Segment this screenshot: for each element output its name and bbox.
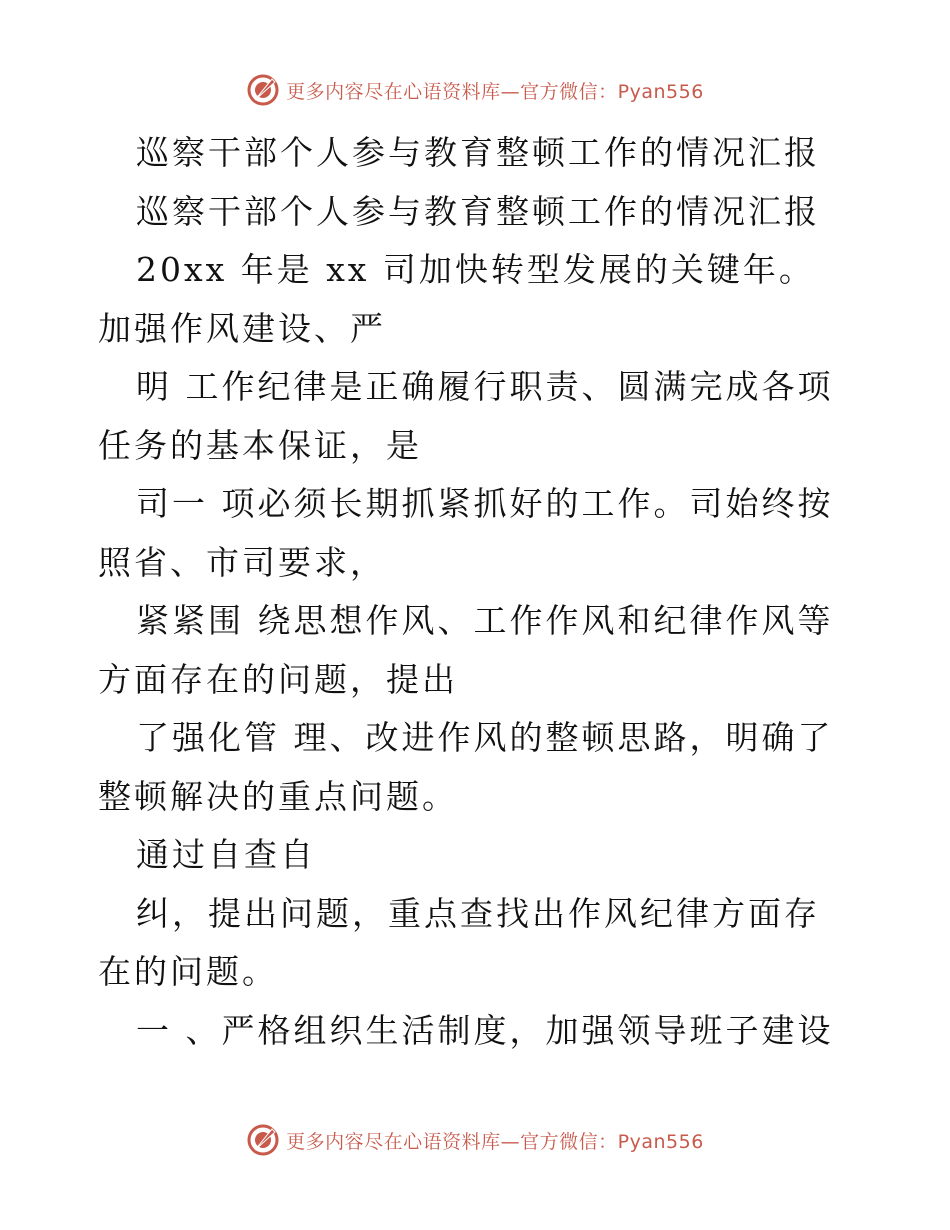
body-paragraph: 紧紧围 绕思想作风、工作作风和纪律作风等方面存在的问题，提出 xyxy=(98,601,834,699)
footer-banner xyxy=(0,1122,950,1158)
quill-pen-logo-icon xyxy=(246,1123,280,1157)
header-banner xyxy=(0,72,950,108)
body-paragraph: 了强化管 理、改进作风的整顿思路，明确了整顿解决的重点问题。 xyxy=(98,718,834,816)
header-banner-text: 更多内容尽在心语资料库—官方微信：Pyan556 xyxy=(286,80,704,103)
footer-banner-text: 更多内容尽在心语资料库—官方微信：Pyan556 xyxy=(286,1130,704,1153)
document-title-line: 巡察干部个人参与教育整顿工作的情况汇报 xyxy=(136,133,820,172)
section-heading: 一 、严格组织生活制度，加强领导班子建设 xyxy=(136,1010,834,1050)
body-paragraph: 明 工作纪律是正确履行职责、圆满完成各项任务的基本保证，是 xyxy=(98,367,834,465)
body-paragraph: 纠，提出问题，重点查找出作风纪律方面存在的问题。 xyxy=(98,893,820,991)
document-title-line: 巡察干部个人参与教育整顿工作的情况汇报 xyxy=(136,191,820,231)
body-paragraph: 20xx 年是 xx 司加快转型发展的关键年。加强作风建设、严 xyxy=(98,250,815,348)
body-paragraph: 通过自查自 xyxy=(136,835,316,874)
document-body xyxy=(98,124,838,1060)
body-paragraph: 司一 项必须长期抓紧抓好的工作。司始终按照省、市司要求， xyxy=(98,484,834,582)
quill-pen-logo-icon xyxy=(246,73,280,107)
